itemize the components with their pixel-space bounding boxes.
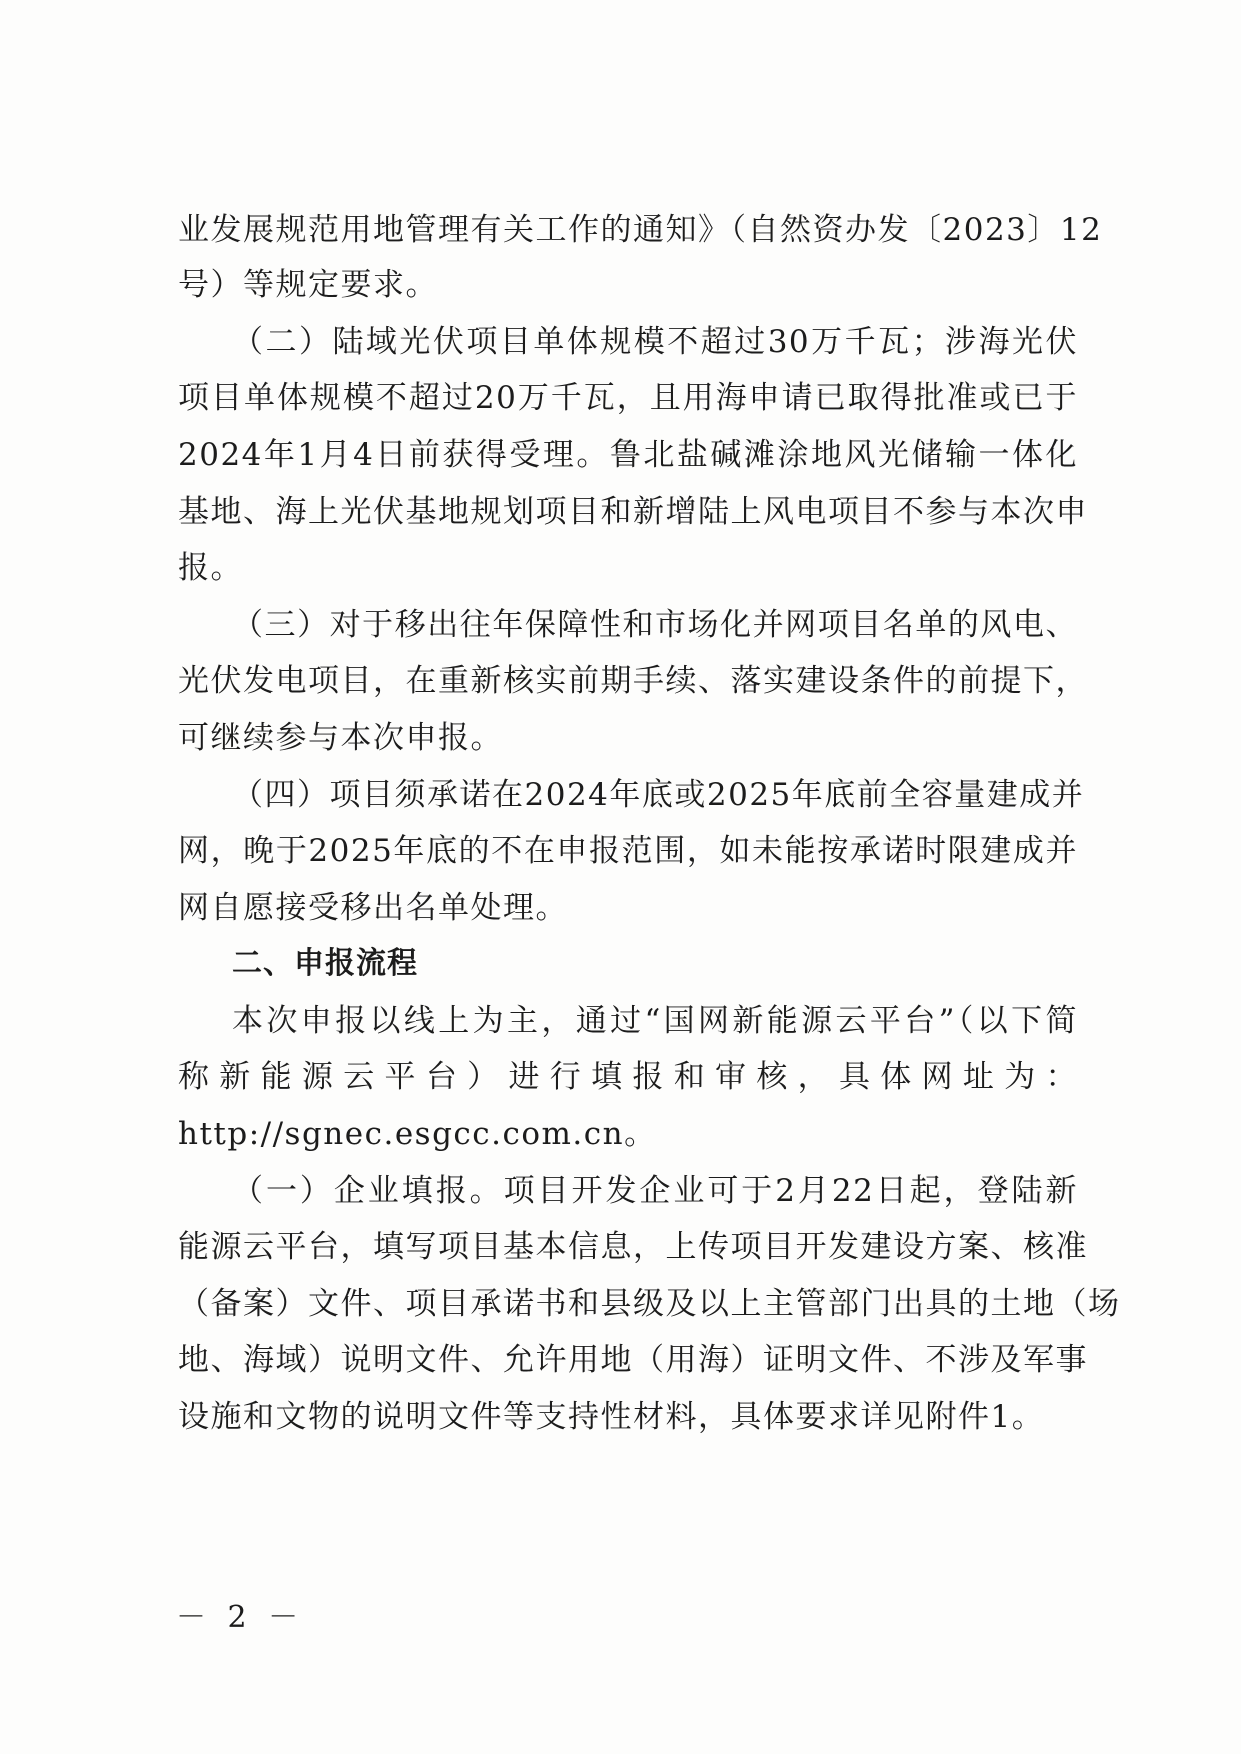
paragraph-line: （二）陆域光伏项目单体规模不超过30万千瓦；涉海光伏 [232,324,1078,360]
paragraph-line: （三）对于移出往年保障性和市场化并网项目名单的风电、 [232,607,1078,643]
paragraph-line: 能源云平台，填写项目基本信息，上传项目开发建设方案、核准 [178,1229,1088,1265]
paragraph-line: 称新能源云平台）进行填报和审核，具体网址为： [178,1059,1078,1095]
paragraph-line: 地、海域）说明文件、允许用地（用海）证明文件、不涉及军事 [178,1342,1088,1378]
paragraph-line: 基地、海上光伏基地规划项目和新增陆上风电项目不参与本次申 [178,494,1088,530]
paragraph-line: 号）等规定要求。 [178,267,438,303]
paragraph-line: 项目单体规模不超过20万千瓦，且用海申请已取得批准或已于 [178,380,1078,416]
paragraph-line: 业发展规范用地管理有关工作的通知》（自然资办发〔2023〕12 [178,212,1103,248]
paragraph-line: 网自愿接受移出名单处理。 [178,890,568,926]
section-heading: 二、申报流程 [232,946,418,981]
paragraph-line: 可继续参与本次申报。 [178,720,503,756]
paragraph-line: 2024年1月4日前获得受理。鲁北盐碱滩涂地风光储输一体化 [178,437,1078,473]
url-line: http://sgnec.esgcc.com.cn。 [178,1116,657,1152]
paragraph-line: （四）项目须承诺在2024年底或2025年底前全容量建成并 [232,777,1085,813]
paragraph-line: 光伏发电项目，在重新核实前期手续、落实建设条件的前提下， [178,663,1088,699]
paragraph-line: （一）企业填报。项目开发企业可于2月22日起，登陆新 [232,1173,1078,1209]
paragraph-line: （备案）文件、项目承诺书和县级及以上主管部门出具的土地（场 [178,1286,1121,1322]
paragraph-line: 设施和文物的说明文件等支持性材料，具体要求详见附件1。 [178,1399,1045,1435]
page-number: － 2 － [176,1600,305,1635]
paragraph-line: 报。 [178,550,243,586]
paragraph-line: 本次申报以线上为主，通过“国网新能源云平台”（以下简 [232,1003,1078,1039]
paragraph-line: 网，晚于2025年底的不在申报范围，如未能按承诺时限建成并 [178,833,1078,869]
